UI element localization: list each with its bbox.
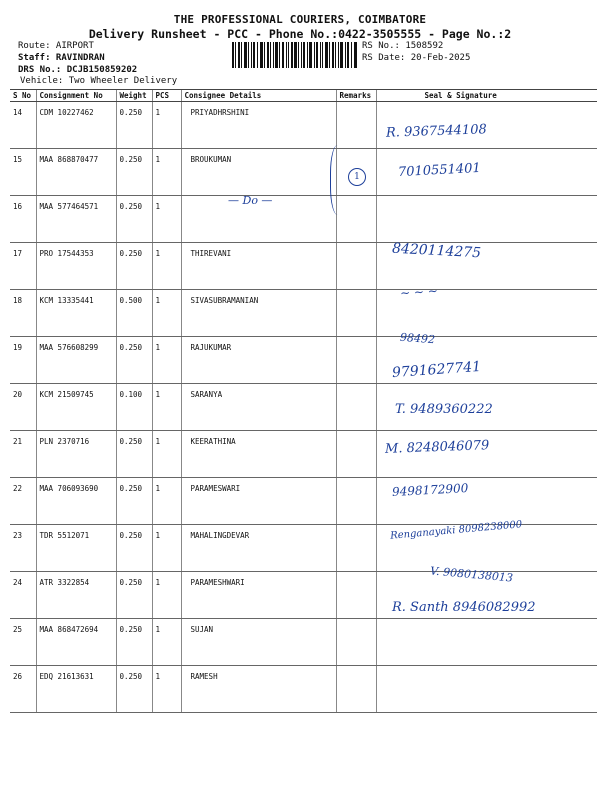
cell-weight: 0.250 [116, 666, 152, 713]
remark-circle: 1 [348, 168, 366, 186]
table-row [10, 478, 597, 525]
cell-consignee: PARAMESWARI [181, 478, 336, 525]
cell-pcs: 1 [152, 243, 181, 290]
table-row [10, 102, 597, 149]
cell-remarks [336, 337, 376, 384]
table-row [10, 619, 597, 666]
cell-weight: 0.250 [116, 572, 152, 619]
signature: 9498172900 [391, 481, 469, 499]
cell-remarks [336, 290, 376, 337]
column-header: Seal & Signature [376, 90, 597, 102]
column-header: Consignee Details [181, 90, 336, 102]
cell-sno: 18 [10, 290, 36, 337]
cell-sno: 22 [10, 478, 36, 525]
cell-consignment: MAA 577464571 [36, 196, 116, 243]
cell-weight: 0.250 [116, 478, 152, 525]
table-row [10, 290, 597, 337]
cell-consignment: MAA 868870477 [36, 149, 116, 196]
table-header-row [10, 90, 597, 102]
signature: 98492 [399, 330, 436, 347]
signature: 9791627741 [391, 358, 482, 382]
cell-pcs: 1 [152, 102, 181, 149]
cell-remarks [336, 102, 376, 149]
cell-signature [376, 196, 597, 243]
vehicle-label: Vehicle: Two Wheeler Delivery [20, 76, 178, 86]
drs-number: DRS No.: DCJB150859202 [18, 65, 138, 75]
cell-sno: 15 [10, 149, 36, 196]
staff-label: Staff: RAVINDRAN [18, 53, 105, 63]
signature: R. Santh 8946082992 [392, 600, 536, 615]
cell-sno: 25 [10, 619, 36, 666]
cell-consignment: MAA 706093690 [36, 478, 116, 525]
cell-pcs: 1 [152, 478, 181, 525]
cell-consignee: SIVASUBRAMANIAN [181, 290, 336, 337]
cell-remarks [336, 478, 376, 525]
table-row [10, 431, 597, 478]
cell-weight: 0.250 [116, 243, 152, 290]
cell-consignee: THIREVANI [181, 243, 336, 290]
cell-remarks [336, 666, 376, 713]
signature: M. 8248046079 [384, 438, 490, 457]
cell-consignee: RAMESH [181, 666, 336, 713]
cell-signature [376, 666, 597, 713]
cell-consignee: SUJAN [181, 619, 336, 666]
cell-consignee: PARAMESHWARI [181, 572, 336, 619]
cell-weight: 0.250 [116, 337, 152, 384]
cell-consignment: CDM 10227462 [36, 102, 116, 149]
cell-remarks [336, 619, 376, 666]
cell-consignee: SARANYA [181, 384, 336, 431]
barcode [232, 42, 357, 68]
table-row [10, 384, 597, 431]
signature: ~ ~ ~ [399, 283, 439, 301]
cell-weight: 0.500 [116, 290, 152, 337]
cell-pcs: 1 [152, 384, 181, 431]
table-row [10, 337, 597, 384]
cell-pcs: 1 [152, 572, 181, 619]
cell-consignee: RAJUKUMAR [181, 337, 336, 384]
column-header: S No [10, 90, 36, 102]
cell-pcs: 1 [152, 619, 181, 666]
cell-sno: 17 [10, 243, 36, 290]
cell-consignment: ATR 3322854 [36, 572, 116, 619]
cell-weight: 0.250 [116, 196, 152, 243]
cell-weight: 0.250 [116, 431, 152, 478]
signature: T. 9489360222 [395, 402, 493, 417]
cell-consignment: KCM 13335441 [36, 290, 116, 337]
cell-pcs: 1 [152, 525, 181, 572]
ditto-mark: — Do — [228, 194, 273, 207]
cell-consignment: EDQ 21613631 [36, 666, 116, 713]
cell-remarks [336, 572, 376, 619]
cell-weight: 0.250 [116, 619, 152, 666]
signature: 8420114275 [391, 240, 482, 262]
cell-consignee: PRIYADHRSHINI [181, 102, 336, 149]
cell-consignee: MAHALINGDEVAR [181, 525, 336, 572]
cell-sno: 14 [10, 102, 36, 149]
column-header: Weight [116, 90, 152, 102]
cell-weight: 0.100 [116, 384, 152, 431]
signature: 7010551401 [397, 160, 482, 181]
column-header: PCS [152, 90, 181, 102]
cell-sno: 26 [10, 666, 36, 713]
table-row [10, 666, 597, 713]
cell-sno: 21 [10, 431, 36, 478]
signature: Renganayaki 8098238000 [389, 519, 523, 542]
rs-number: RS No.: 1508592 [362, 41, 444, 51]
cell-pcs: 1 [152, 337, 181, 384]
cell-sno: 20 [10, 384, 36, 431]
cell-consignee: BROUKUMAN [181, 149, 336, 196]
cell-sno: 23 [10, 525, 36, 572]
table-row [10, 243, 597, 290]
route-label: Route: AIRPORT [18, 41, 94, 51]
runsheet-table [10, 89, 597, 713]
column-header: Consignment No [36, 90, 116, 102]
table-row [10, 525, 597, 572]
document-subtitle: Delivery Runsheet - PCC - Phone No.:0422-3505555 - Page No.:2 [88, 27, 512, 41]
cell-pcs: 1 [152, 666, 181, 713]
bracket-mark [330, 145, 349, 215]
cell-pcs: 1 [152, 290, 181, 337]
cell-sno: 24 [10, 572, 36, 619]
cell-remarks [336, 431, 376, 478]
table-row [10, 196, 597, 243]
cell-pcs: 1 [152, 431, 181, 478]
signature: R. 9367544108 [385, 122, 487, 141]
cell-pcs: 1 [152, 196, 181, 243]
cell-consignment: PRO 17544353 [36, 243, 116, 290]
cell-consignment: PLN 2370716 [36, 431, 116, 478]
document-title: THE PROFESSIONAL COURIERS, COIMBATORE [173, 13, 427, 26]
table-row [10, 149, 597, 196]
cell-weight: 0.250 [116, 525, 152, 572]
column-header: Remarks [336, 90, 376, 102]
cell-signature [376, 619, 597, 666]
cell-weight: 0.250 [116, 149, 152, 196]
cell-sno: 19 [10, 337, 36, 384]
rs-date: RS Date: 20-Feb-2025 [362, 53, 471, 63]
cell-pcs: 1 [152, 149, 181, 196]
cell-remarks [336, 525, 376, 572]
cell-remarks [336, 384, 376, 431]
cell-consignment: KCM 21509745 [36, 384, 116, 431]
signature: V. 9080138013 [429, 564, 514, 585]
cell-consignee: KEERATHINA [181, 431, 336, 478]
cell-consignment: MAA 576608299 [36, 337, 116, 384]
cell-weight: 0.250 [116, 102, 152, 149]
cell-sno: 16 [10, 196, 36, 243]
cell-consignment: MAA 868472694 [36, 619, 116, 666]
cell-consignment: TDR 5512071 [36, 525, 116, 572]
cell-remarks [336, 243, 376, 290]
